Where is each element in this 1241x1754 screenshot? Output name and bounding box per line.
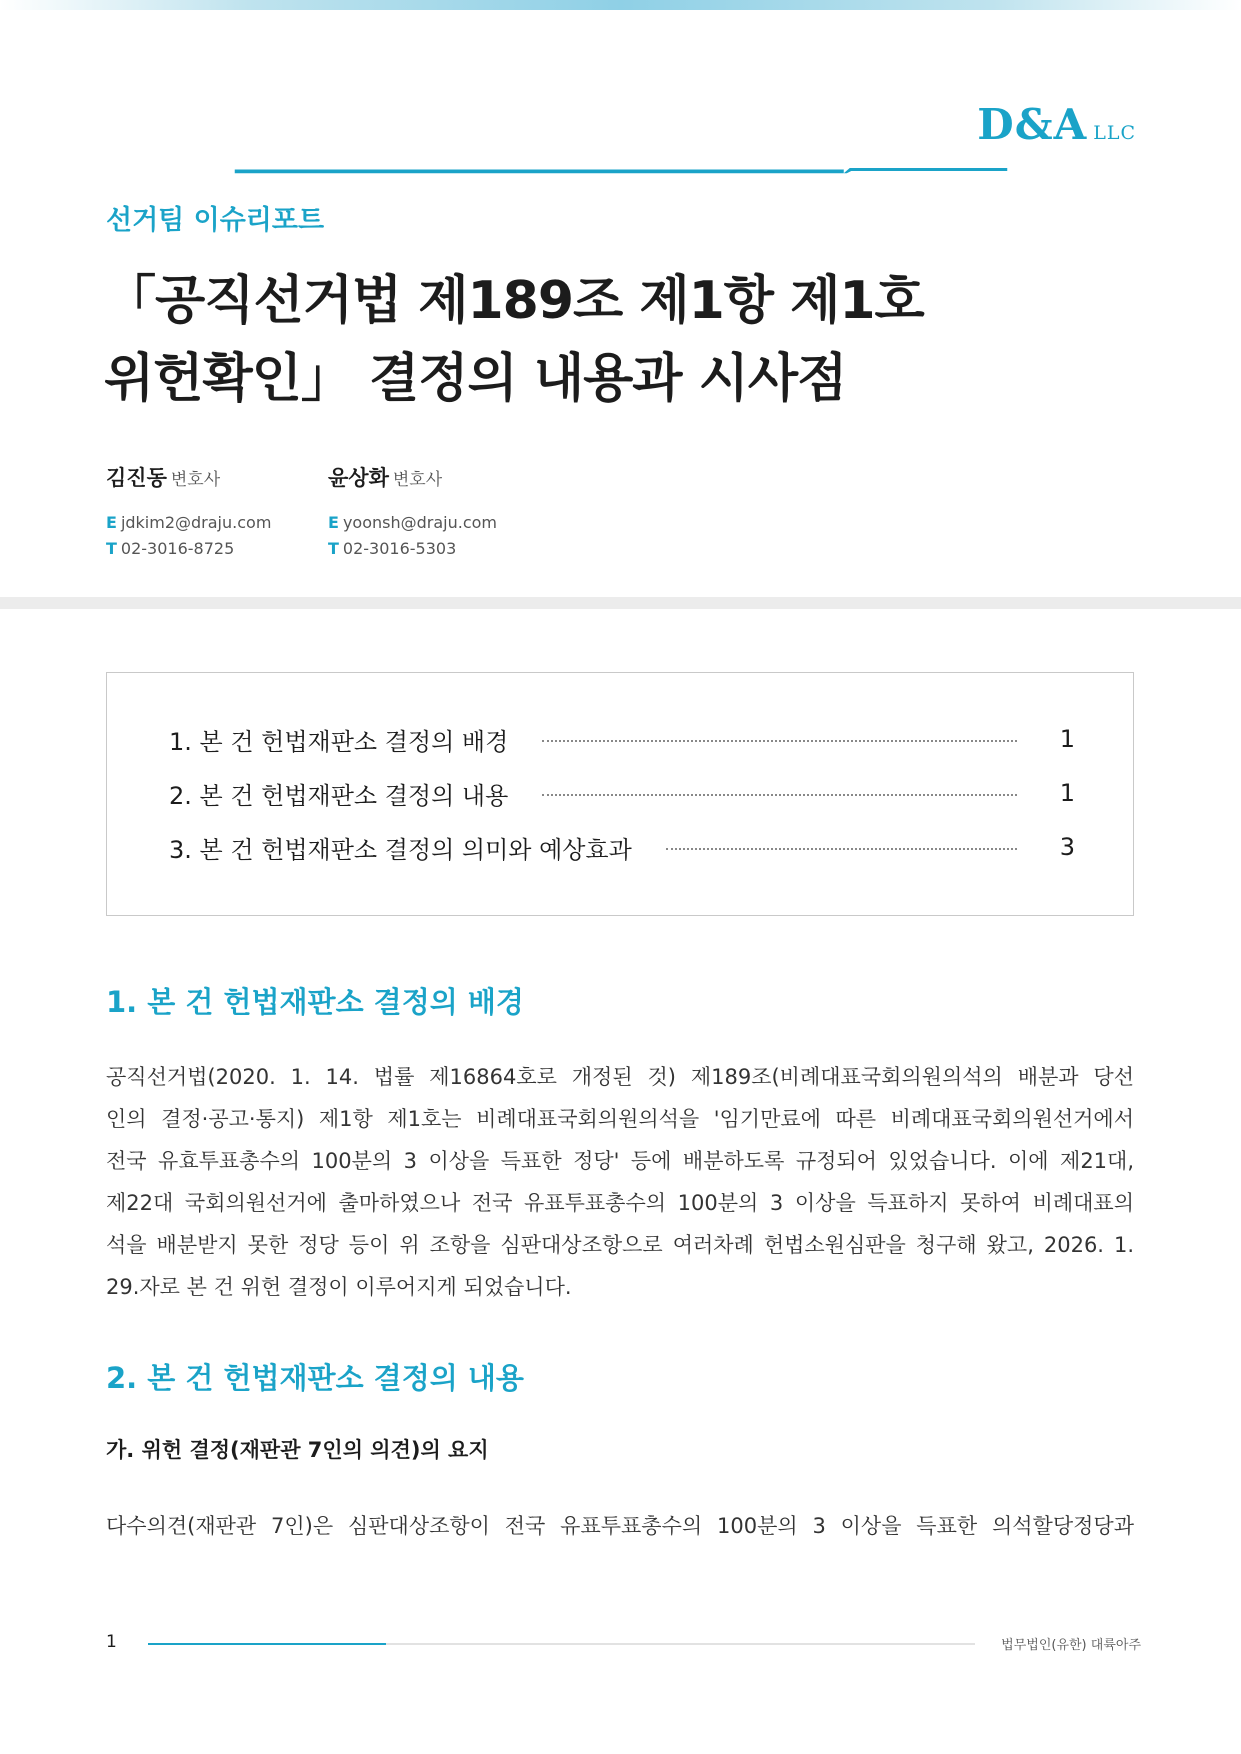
email-key: E (106, 513, 117, 532)
author-email[interactable]: jdkim2@draju.com (120, 513, 272, 532)
author-tel: 02-3016-8725 (120, 539, 235, 558)
paragraph-line: 인의 결정·공고·통지) 제1항 제1호는 비례대표국회의원의석을 '임기만료에 따른 비례대표국회의원선거에서 (106, 1107, 1134, 1131)
author-tel: 02-3016-5303 (342, 539, 457, 558)
paragraph-line: 제22대 국회의원선거에 출마하였으나 전국 유표투표총수의 100분의 3 이상을 득표하지 못하여 비례대표의 (106, 1191, 1134, 1215)
toc-item-label: 2. 본 건 헌법재판소 결정의 내용 (169, 781, 509, 810)
table-of-contents (106, 672, 1134, 916)
paragraph-line: 29.자로 본 건 위헌 결정이 이루어지게 되었습니다. (106, 1275, 572, 1299)
footer-rule (148, 1643, 975, 1645)
paragraph-line: 석을 배분받지 못한 정당 등이 위 조항을 심판대상조항으로 여러차례 헌법소원심판을 청구해 왔고, 2026. 1. (106, 1233, 1134, 1257)
tel-key: T (328, 539, 339, 558)
section-1-heading: 1. 본 건 헌법재판소 결정의 배경 (106, 985, 524, 1019)
paragraph-line: 전국 유효투표총수의 100분의 3 이상을 득표한 정당' 등에 배분하도록 규정되어 있었습니다. 이에 제21대, (106, 1149, 1134, 1173)
author-contact (106, 510, 271, 562)
toc-item-label: 1. 본 건 헌법재판소 결정의 배경 (169, 727, 509, 756)
author-email[interactable]: yoonsh@draju.com (342, 513, 497, 532)
page-title (104, 262, 1144, 418)
paragraph-line: 공직선거법(2020. 1. 14. 법률 제16864호로 개정된 것) 제189조(비례대표국회의원의석의 배분과 당선 (106, 1065, 1134, 1089)
toc-item-label: 3. 본 건 헌법재판소 결정의 의미와 예상효과 (169, 835, 632, 864)
toc-item-page: 3 (1059, 833, 1075, 861)
toc-item-page: 1 (1059, 779, 1075, 807)
author-name: 윤상화 (328, 466, 389, 490)
toc-leader-dots (542, 794, 1017, 796)
subsection-heading: 가. 위헌 결정(재판관 7인의 의견)의 요지 (106, 1438, 489, 1462)
toc-item-page: 1 (1059, 725, 1075, 753)
logo-sub-text: LLC (1093, 122, 1136, 144)
toc-item[interactable] (169, 719, 1075, 759)
header-rule (106, 168, 1136, 174)
tel-key: T (106, 539, 117, 558)
paragraph-line: 다수의견(재판관 7인)은 심판대상조항이 전국 유표투표총수의 100분의 3 이상을 득표한 의석할당정당과 (106, 1514, 1134, 1538)
top-gradient-bar (0, 0, 1241, 10)
author-1 (106, 462, 271, 562)
section-2-heading: 2. 본 건 헌법재판소 결정의 내용 (106, 1361, 524, 1395)
toc-item[interactable] (169, 827, 1075, 867)
title-line-1: 「공직선거법 제189조 제1항 제1호 (104, 271, 924, 331)
author-role: 변호사 (170, 470, 221, 490)
section-divider-band (0, 597, 1241, 609)
logo-main-text: D&A (977, 100, 1088, 149)
title-line-2: 위헌확인」 결정의 내용과 시사점 (104, 349, 847, 409)
footer-firm-name: 법무법인(유한) 대륙아주 (1001, 1638, 1141, 1653)
page-number: 1 (106, 1632, 117, 1652)
toc-leader-dots (542, 740, 1017, 742)
author-2 (328, 462, 497, 562)
toc-leader-dots (666, 848, 1017, 850)
report-category: 선거팀 이슈리포트 (106, 205, 325, 236)
toc-item[interactable] (169, 773, 1075, 813)
firm-logo (977, 100, 1136, 149)
author-name: 김진동 (106, 466, 167, 490)
author-role: 변호사 (392, 470, 443, 490)
footer-rule-accent (148, 1643, 386, 1645)
email-key: E (328, 513, 339, 532)
author-contact (328, 510, 497, 562)
